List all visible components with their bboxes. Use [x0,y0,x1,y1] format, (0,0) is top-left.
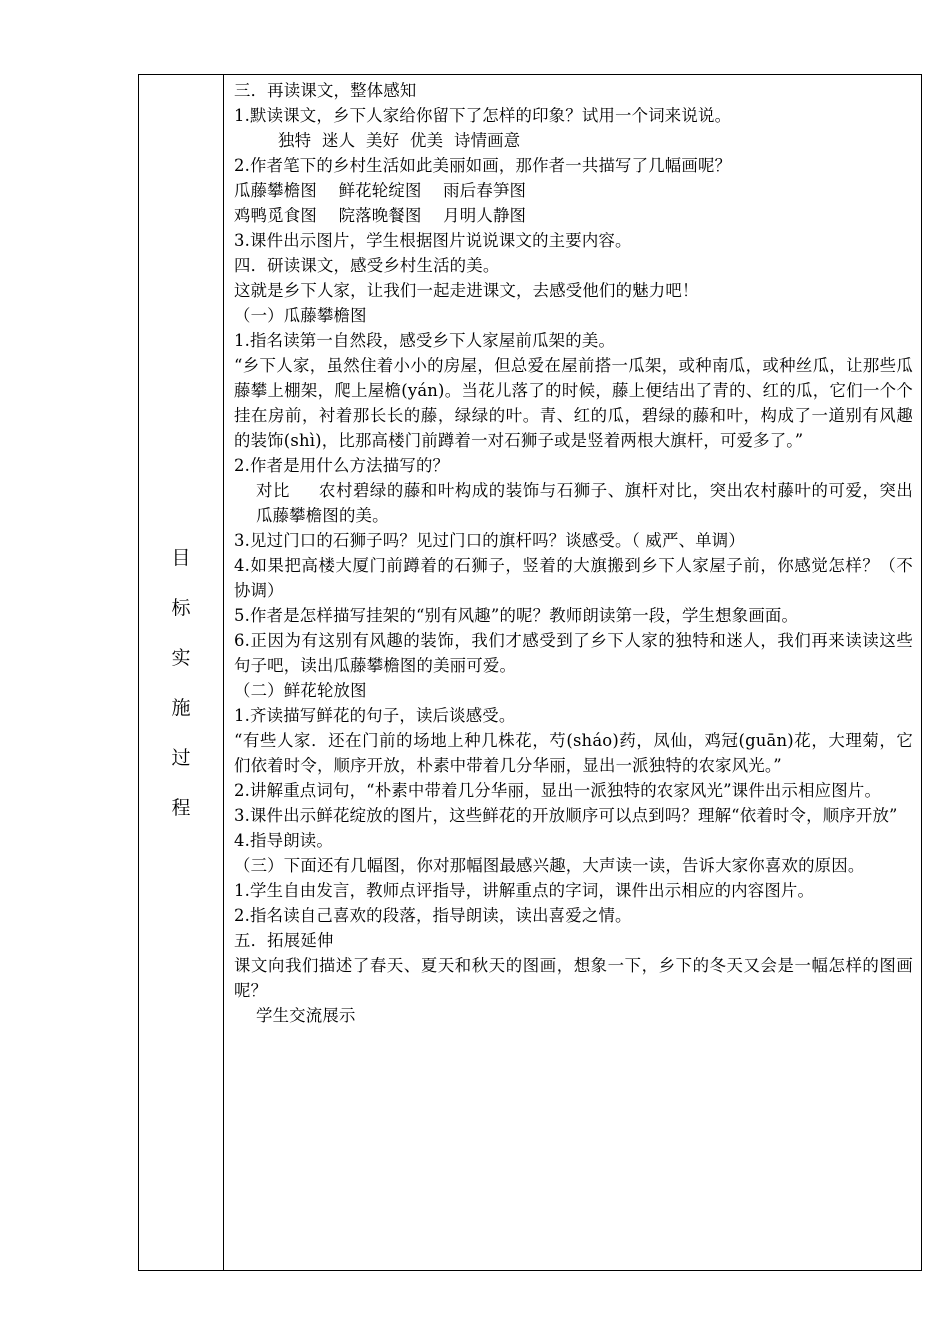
question: 3.课件出示图片，学生根据图片说说课文的主要内容。 [234,231,632,250]
row-label [139,533,223,833]
row-label-cell [139,75,224,1270]
question: 1.学生自由发言，教师点评指导，讲解重点的字词，课件出示相应的内容图片。 [234,881,815,900]
label-char: 过 [171,747,191,769]
question: 1.默读课文，乡下人家给你留下了怎样的印象？试用一个词来说说。 [234,106,732,125]
picture-list: 鸡鸭觅食图 院落晚餐图 月明人静图 [234,206,527,225]
quote-passage: “有些人家．还在门前的场地上种几株花，芍(sháo)药，凤仙，鸡冠(guān)花，大理菊，它们依着时令，顺序开放，朴素中带着几分华丽，显出一派独特的农家风光。” [234,731,913,775]
question: 1.齐读描写鲜花的句子，读后谈感受。 [234,706,516,725]
question: 2.作者笔下的乡村生活如此美丽如画，那作者一共描写了几幅画呢？ [234,156,732,175]
question: 4.如果把高楼大厦门前蹲着的石狮子，竖着的大旗搬到乡下人家屋子前，你感觉怎样？（不协调） [234,556,913,600]
question: 3.课件出示鲜花绽放的图片，这些鲜花的开放顺序可以点到吗？理解“依着时令，顺序开放” [234,806,898,825]
quote-passage: “乡下人家，虽然住着小小的房屋，但总爱在屋前搭一瓜架，或种南瓜，或种丝瓜，让那些瓜藤攀上棚架，爬上屋檐(yán)。当花儿落了的时候，藤上便结出了青的、红的瓜，它们一个个挂在房前，衬着那长长的藤，绿绿的叶。青、红的瓜，碧绿的藤和叶，构成了一道别有风趣的装饰(shì)，比那高楼门前蹲着一对石狮子或是竖着两根大旗杆，可爱多了。” [234,356,913,450]
question: 5.作者是怎样描写挂架的“别有风趣”的呢？教师朗读第一段，学生想象画面。 [234,606,799,625]
activity-text: 学生交流展示 [256,1006,356,1025]
intro-text: 这就是乡下人家，让我们一起走进课文，去感受他们的魅力吧！ [234,281,699,300]
label-char: 实 [171,647,191,669]
answer: 对比 农村碧绿的藤和叶构成的装饰与石狮子、旗杆对比，突出农村藤叶的可爱，突出瓜藤攀檐图的美。 [256,481,913,525]
extension-text: 课文向我们描述了春天、夏天和秋天的图画，想象一下，乡下的冬天又会是一幅怎样的图画呢？ [234,956,913,1000]
section-heading: 三．再读课文，整体感知 [234,81,417,100]
label-char: 目 [171,547,191,569]
question: 3.见过门口的石狮子吗？见过门口的旗杆吗？谈感受。（ 威严、单调） [234,531,745,550]
picture-list: 瓜藤攀檐图 鲜花轮绽图 雨后春笋图 [234,181,527,200]
question: 1.指名读第一自然段，感受乡下人家屋前瓜架的美。 [234,331,616,350]
subsection-heading: （三）下面还有几幅图，你对那幅图最感兴趣，大声读一读，告诉大家你喜欢的原因。 [234,856,865,875]
lesson-table [138,74,922,1271]
section-heading: 四．研读课文，感受乡村生活的美。 [234,256,500,275]
subsection-heading: （一）瓜藤攀檐图 [234,306,367,325]
question: 2.讲解重点词句，“朴素中带着几分华丽，显出一派独特的农家风光”课件出示相应图片。 [234,781,882,800]
label-char: 程 [171,797,191,819]
content-cell [224,75,921,1270]
section-heading: 五．拓展延伸 [234,931,334,950]
subsection-heading: （二）鲜花轮放图 [234,681,367,700]
label-char: 施 [171,697,191,719]
question: 6.正因为有这别有风趣的装饰，我们才感受到了乡下人家的独特和迷人，我们再来读读这些句子吧，读出瓜藤攀檐图的美丽可爱。 [234,631,913,675]
question: 2.指名读自己喜欢的段落，指导朗读，读出喜爱之情。 [234,906,632,925]
question: 2.作者是用什么方法描写的？ [234,456,450,475]
label-char: 标 [171,597,191,619]
answer: 独特 迷人 美好 优美 诗情画意 [278,131,521,150]
question: 4.指导朗读。 [234,831,333,850]
